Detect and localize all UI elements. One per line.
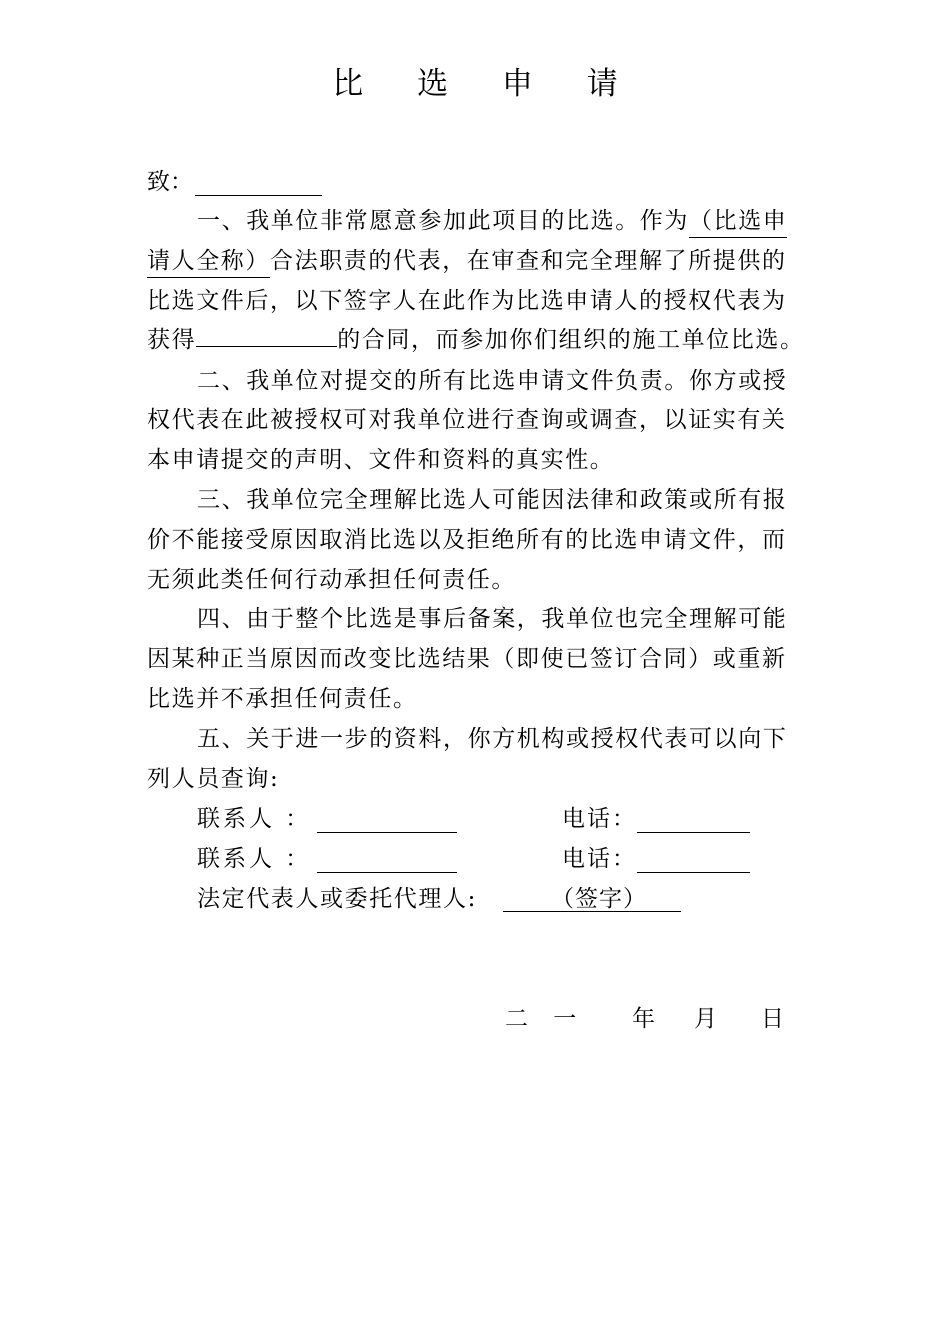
- document-title: 比 选 申 请: [332, 66, 640, 102]
- p1-line4-text-b: 的合同，而参加你们组织的施工单位比选。: [337, 327, 805, 353]
- recipient-blank[interactable]: [195, 195, 322, 196]
- contact-2-phone-blank[interactable]: [637, 872, 750, 873]
- signature-label: 法定代表人或委托代理人:: [197, 886, 477, 912]
- date-year: 年: [632, 1006, 655, 1032]
- contact-1-label: 联系人 ：: [197, 806, 312, 832]
- contact-1-phone-label: 电话：: [562, 806, 637, 832]
- p2-line2: 权代表在此被授权可对我单位进行查询或调查，以证实有关: [147, 407, 787, 433]
- p2-line1: 二、我单位对提交的所有比选申请文件负责。你方或授: [197, 368, 788, 394]
- salutation: 致：: [147, 169, 193, 195]
- applicant-name-field-cont[interactable]: 请人全称）: [147, 248, 270, 278]
- contact-1-name-blank[interactable]: [317, 832, 457, 833]
- p5-line2: 列人员查询:: [147, 766, 280, 792]
- signature-hint: （签字）: [551, 886, 647, 912]
- p1-line3: 比选文件后，以下签字人在此作为比选申请人的授权代表为: [147, 288, 787, 314]
- date-year-prefix: 二 一: [505, 1006, 577, 1032]
- p1-line4-text-a: 获得: [147, 327, 197, 353]
- contact-1-phone-blank[interactable]: [637, 832, 750, 833]
- p1-line2: [147, 242, 817, 275]
- p4-line1: 四、由于整个比选是事后备案，我单位也完全理解可能: [197, 606, 788, 632]
- p1-line1-text: 一、我单位非常愿意参加此项目的比选。作为: [197, 208, 689, 234]
- contact-2-name-blank[interactable]: [317, 872, 457, 873]
- p3-line1: 三、我单位完全理解比选人可能因法律和政策或所有报: [197, 487, 788, 513]
- date-month: 月: [694, 1006, 717, 1032]
- p2-line3: 本申请提交的声明、文件和资料的真实性。: [147, 447, 615, 473]
- p4-line3: 比选并不承担任何责任。: [147, 686, 418, 712]
- p1-line2-text: 合法职责的代表，在审查和完全理解了所提供的: [270, 248, 787, 274]
- contact-2-phone-label: 电话：: [562, 846, 637, 872]
- applicant-name-field[interactable]: （比选申: [689, 208, 787, 238]
- p1-line4: [147, 321, 817, 354]
- p4-line2: 因某种正当原因而改变比选结果（即使已签订合同）或重新: [147, 646, 787, 672]
- p1-line1: [197, 202, 817, 235]
- p3-line2: 价不能接受原因取消比选以及拒绝所有的比选申请文件，而: [147, 527, 787, 553]
- p5-line1: 五、关于进一步的资料，你方机构或授权代表可以向下: [197, 726, 788, 752]
- contact-2-label: 联系人 ：: [197, 846, 312, 872]
- project-name-blank[interactable]: [196, 322, 337, 347]
- date-day: 日: [761, 1006, 784, 1032]
- p3-line3: 无须此类任何行动承担任何责任。: [147, 567, 516, 593]
